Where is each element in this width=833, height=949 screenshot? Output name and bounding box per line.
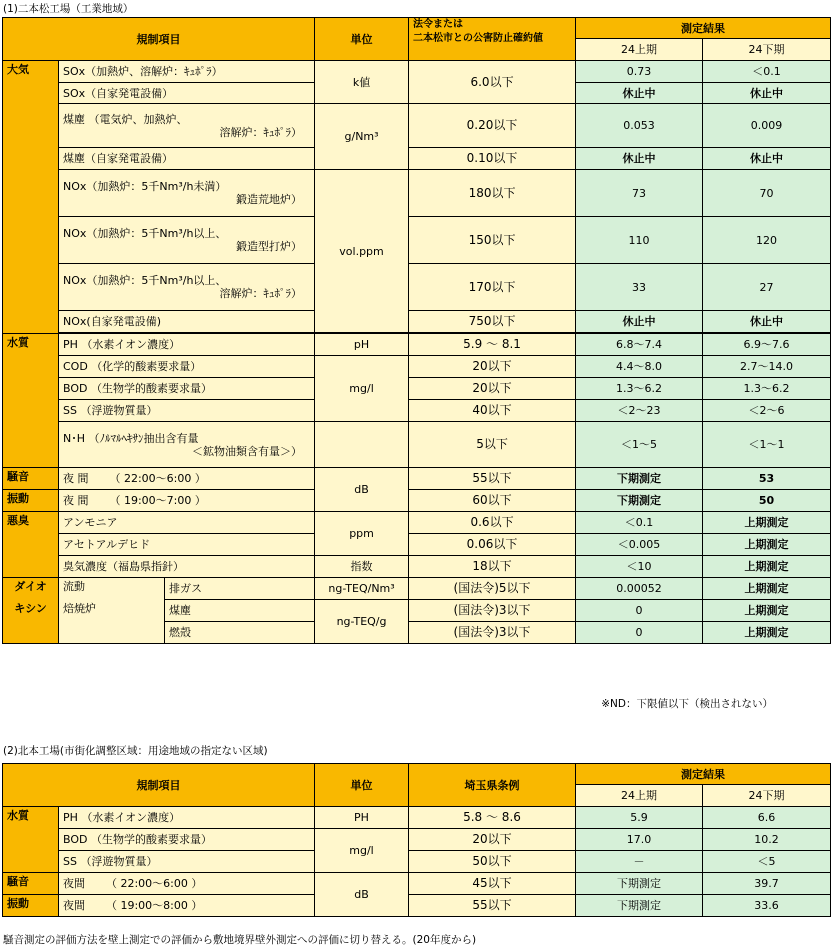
s2-ph-h2: 6.6 [703, 807, 831, 829]
std-ash: (国法令)3以下 [409, 622, 576, 644]
unit-vol-ppm: vol.ppm [315, 170, 409, 333]
std-nox-die: 150以下 [409, 217, 576, 264]
s2-std-ph: 5.8 ～ 8.6 [409, 807, 576, 829]
std-ph: 5.9 ～ 8.1 [409, 334, 576, 356]
std-dioxin-dust: (国法令)3以下 [409, 600, 576, 622]
ash-h2: 上期測定 [703, 622, 831, 644]
row-odor-index-label: 臭気濃度（福島県指針） [59, 556, 315, 578]
s2-noise-h1: 下期測定 [576, 873, 703, 895]
std-noise: 55以下 [409, 468, 576, 490]
s2-row-bod-label: BOD （生物学的酸素要求量） [59, 829, 315, 851]
nox-generator-h2: 休止中 [703, 311, 831, 333]
s2-row-noise-label: 夜間 （ 22:00～6:00 ） [59, 873, 315, 895]
std-bod: 20以下 [409, 378, 576, 400]
s2-row-ph-label: PH （水素イオン濃度） [59, 807, 315, 829]
std-nh: 5以下 [409, 422, 576, 468]
s2-std-vibration: 55以下 [409, 895, 576, 917]
header-h2: 24下期 [703, 39, 831, 61]
std-cod: 20以下 [409, 356, 576, 378]
cod-h1: 4.4～8.0 [576, 356, 703, 378]
s2-header-standard: 埼玉県条例 [409, 764, 576, 807]
nox-rough-h1: 73 [576, 170, 703, 217]
nh-h2: ＜1～1 [703, 422, 831, 468]
s2-header-h2: 24下期 [703, 785, 831, 807]
s2-header-item: 規制項目 [3, 764, 315, 807]
bod-h1: 1.3～6.2 [576, 378, 703, 400]
std-ss: 40以下 [409, 400, 576, 422]
section2-caption: (2)北本工場(市街化調整区域：用途地域の指定ない区域) [3, 745, 268, 757]
category-vibration: 振動 [3, 490, 59, 512]
s2-ss-h2: ＜5 [703, 851, 831, 873]
unit-nh-empty [315, 422, 409, 468]
row-sox-generator-label: SOx（自家発電設備） [59, 83, 315, 104]
s2-std-bod: 20以下 [409, 829, 576, 851]
s2-row-vibration-label: 夜間 （ 19:00～8:00 ） [59, 895, 315, 917]
sox-generator-h2: 休止中 [703, 83, 831, 104]
unit-ng-teq-g: ng-TEQ/g [315, 600, 409, 644]
s2-std-noise: 45以下 [409, 873, 576, 895]
row-ss-label: SS （浮遊物質量） [59, 400, 315, 422]
row-ph-label: PH （水素イオン濃度） [59, 334, 315, 356]
std-nox-generator: 750以下 [409, 311, 576, 333]
ss-h1: ＜2～23 [576, 400, 703, 422]
std-sox: 6.0以下 [409, 61, 576, 104]
dioxin-dust-h2: 上期測定 [703, 600, 831, 622]
unit-ng-teq-nm3: ng-TEQ/Nm³ [315, 578, 409, 600]
s2-category-water: 水質 [3, 807, 59, 873]
s2-bod-h1: 17.0 [576, 829, 703, 851]
vibration-h2: 50 [703, 490, 831, 512]
std-odor-index: 18以下 [409, 556, 576, 578]
noise-h1: 下期測定 [576, 468, 703, 490]
std-nox-cupola: 170以下 [409, 264, 576, 311]
row-nh-label: N･H （ﾉﾙﾏﾙﾍｷｻﾝ抽出含有量 ＜鉱物油類含有量＞） [59, 422, 315, 468]
s2-row-ss-label: SS （浮遊物質量） [59, 851, 315, 873]
category-water: 水質 [3, 334, 59, 468]
header-item: 規制項目 [3, 18, 315, 61]
nox-generator-h1: 休止中 [576, 311, 703, 333]
dioxin-dust-h1: 0 [576, 600, 703, 622]
s2-header-h1: 24上期 [576, 785, 703, 807]
nd-note: ※ND：下限値以下（検出されない） [601, 698, 773, 710]
unit-k-value: k値 [315, 61, 409, 104]
sox-generator-h1: 休止中 [576, 83, 703, 104]
dust-furnace-h1: 0.053 [576, 104, 703, 148]
row-nox-die-label: NOx（加熱炉：5千Nm³/h以上、 鍛造型打炉） [59, 217, 315, 264]
s2-std-ss: 50以下 [409, 851, 576, 873]
acetaldehyde-h1: ＜0.005 [576, 534, 703, 556]
row-dioxin-dust-label: 煤塵 [165, 600, 315, 622]
ss-h2: ＜2～6 [703, 400, 831, 422]
s2-vibration-h1: 下期測定 [576, 895, 703, 917]
sox-furnace-h1: 0.73 [576, 61, 703, 83]
header-result: 測定結果 [576, 18, 831, 39]
row-nox-rough-label: NOx（加熱炉：5千Nm³/h未満） 鍛造荒地炉） [59, 170, 315, 217]
s2-unit-mg-l: mg/l [315, 829, 409, 873]
ph-h2: 6.9～7.6 [703, 334, 831, 356]
noise-h2: 53 [703, 468, 831, 490]
row-nox-cupola-label: NOx（加熱炉：5千Nm³/h以上、 溶解炉：ｷｭﾎﾟﾗ） [59, 264, 315, 311]
category-odor: 悪臭 [3, 512, 59, 578]
std-exhaust: (国法令)5以下 [409, 578, 576, 600]
s2-ph-h1: 5.9 [576, 807, 703, 829]
section1-table [2, 17, 831, 644]
nox-cupola-h1: 33 [576, 264, 703, 311]
s2-header-unit: 単位 [315, 764, 409, 807]
s2-unit-ph: PH [315, 807, 409, 829]
std-ammonia: 0.6以下 [409, 512, 576, 534]
s2-category-noise: 騒音 [3, 873, 59, 895]
s2-unit-db: dB [315, 873, 409, 917]
unit-mg-l: mg/l [315, 356, 409, 422]
section2-table [2, 763, 831, 917]
ammonia-h1: ＜0.1 [576, 512, 703, 534]
section1-caption: (1)二本松工場（工業地域） [3, 3, 134, 15]
row-ash-label: 燃殻 [165, 622, 315, 644]
row-exhaust-label: 排ガス [165, 578, 315, 600]
s2-bod-h2: 10.2 [703, 829, 831, 851]
footer-note: 騒音測定の評価方法を壁上測定での評価から敷地境界壁外測定への評価に切り替える。(20年度から) [3, 934, 477, 946]
cod-h2: 2.7～14.0 [703, 356, 831, 378]
category-noise: 騒音 [3, 468, 59, 490]
s2-noise-h2: 39.7 [703, 873, 831, 895]
s2-ss-h1: － [576, 851, 703, 873]
row-nox-generator-label: NOx(自家発電設備) [59, 311, 315, 333]
std-nox-rough: 180以下 [409, 170, 576, 217]
bod-h2: 1.3～6.2 [703, 378, 831, 400]
odor-index-h2: 上期測定 [703, 556, 831, 578]
sox-furnace-h2: ＜0.1 [703, 61, 831, 83]
nox-rough-h2: 70 [703, 170, 831, 217]
row-sox-furnace-label: SOx（加熱炉、溶解炉：ｷｭﾎﾟﾗ） [59, 61, 315, 83]
dust-furnace-h2: 0.009 [703, 104, 831, 148]
dust-generator-h2: 休止中 [703, 148, 831, 170]
row-cod-label: COD （化学的酸素要求量） [59, 356, 315, 378]
ph-h1: 6.8～7.4 [576, 334, 703, 356]
row-ammonia-label: アンモニア [59, 512, 315, 534]
unit-g-nm3: g/Nm³ [315, 104, 409, 170]
unit-index: 指数 [315, 556, 409, 578]
std-acetaldehyde: 0.06以下 [409, 534, 576, 556]
exhaust-h2: 上期測定 [703, 578, 831, 600]
category-dioxin: ダイオ キシン [3, 578, 59, 644]
acetaldehyde-h2: 上期測定 [703, 534, 831, 556]
s2-header-result: 測定結果 [576, 764, 831, 785]
header-standard: 法令または 二本松市との公害防止確約値 [409, 18, 576, 61]
header-unit: 単位 [315, 18, 409, 61]
row-acetaldehyde-label: アセトアルデヒド [59, 534, 315, 556]
dust-generator-h1: 休止中 [576, 148, 703, 170]
dioxin-sub-label: 流動 焙焼炉 [59, 578, 165, 644]
std-dust-furnace: 0.20以下 [409, 104, 576, 148]
unit-ph: pH [315, 334, 409, 356]
odor-index-h1: ＜10 [576, 556, 703, 578]
category-air: 大気 [3, 61, 59, 334]
row-bod-label: BOD （生物学的酸素要求量） [59, 378, 315, 400]
nox-cupola-h2: 27 [703, 264, 831, 311]
nh-h1: ＜1～5 [576, 422, 703, 468]
row-noise-label: 夜 間 （ 22:00～6:00 ） [59, 468, 315, 490]
ammonia-h2: 上期測定 [703, 512, 831, 534]
nox-die-h2: 120 [703, 217, 831, 264]
nox-die-h1: 110 [576, 217, 703, 264]
s2-category-vibration: 振動 [3, 895, 59, 917]
s2-vibration-h2: 33.6 [703, 895, 831, 917]
row-dust-generator-label: 煤塵（自家発電設備） [59, 148, 315, 170]
row-dust-furnace-label: 煤塵 （電気炉、加熱炉、 溶解炉：ｷｭﾎﾟﾗ） [59, 104, 315, 148]
ash-h1: 0 [576, 622, 703, 644]
std-vibration: 60以下 [409, 490, 576, 512]
exhaust-h1: 0.00052 [576, 578, 703, 600]
header-h1: 24上期 [576, 39, 703, 61]
unit-db: dB [315, 468, 409, 512]
std-dust-generator: 0.10以下 [409, 148, 576, 170]
row-vibration-label: 夜 間 （ 19:00～7:00 ） [59, 490, 315, 512]
vibration-h1: 下期測定 [576, 490, 703, 512]
unit-ppm: ppm [315, 512, 409, 556]
